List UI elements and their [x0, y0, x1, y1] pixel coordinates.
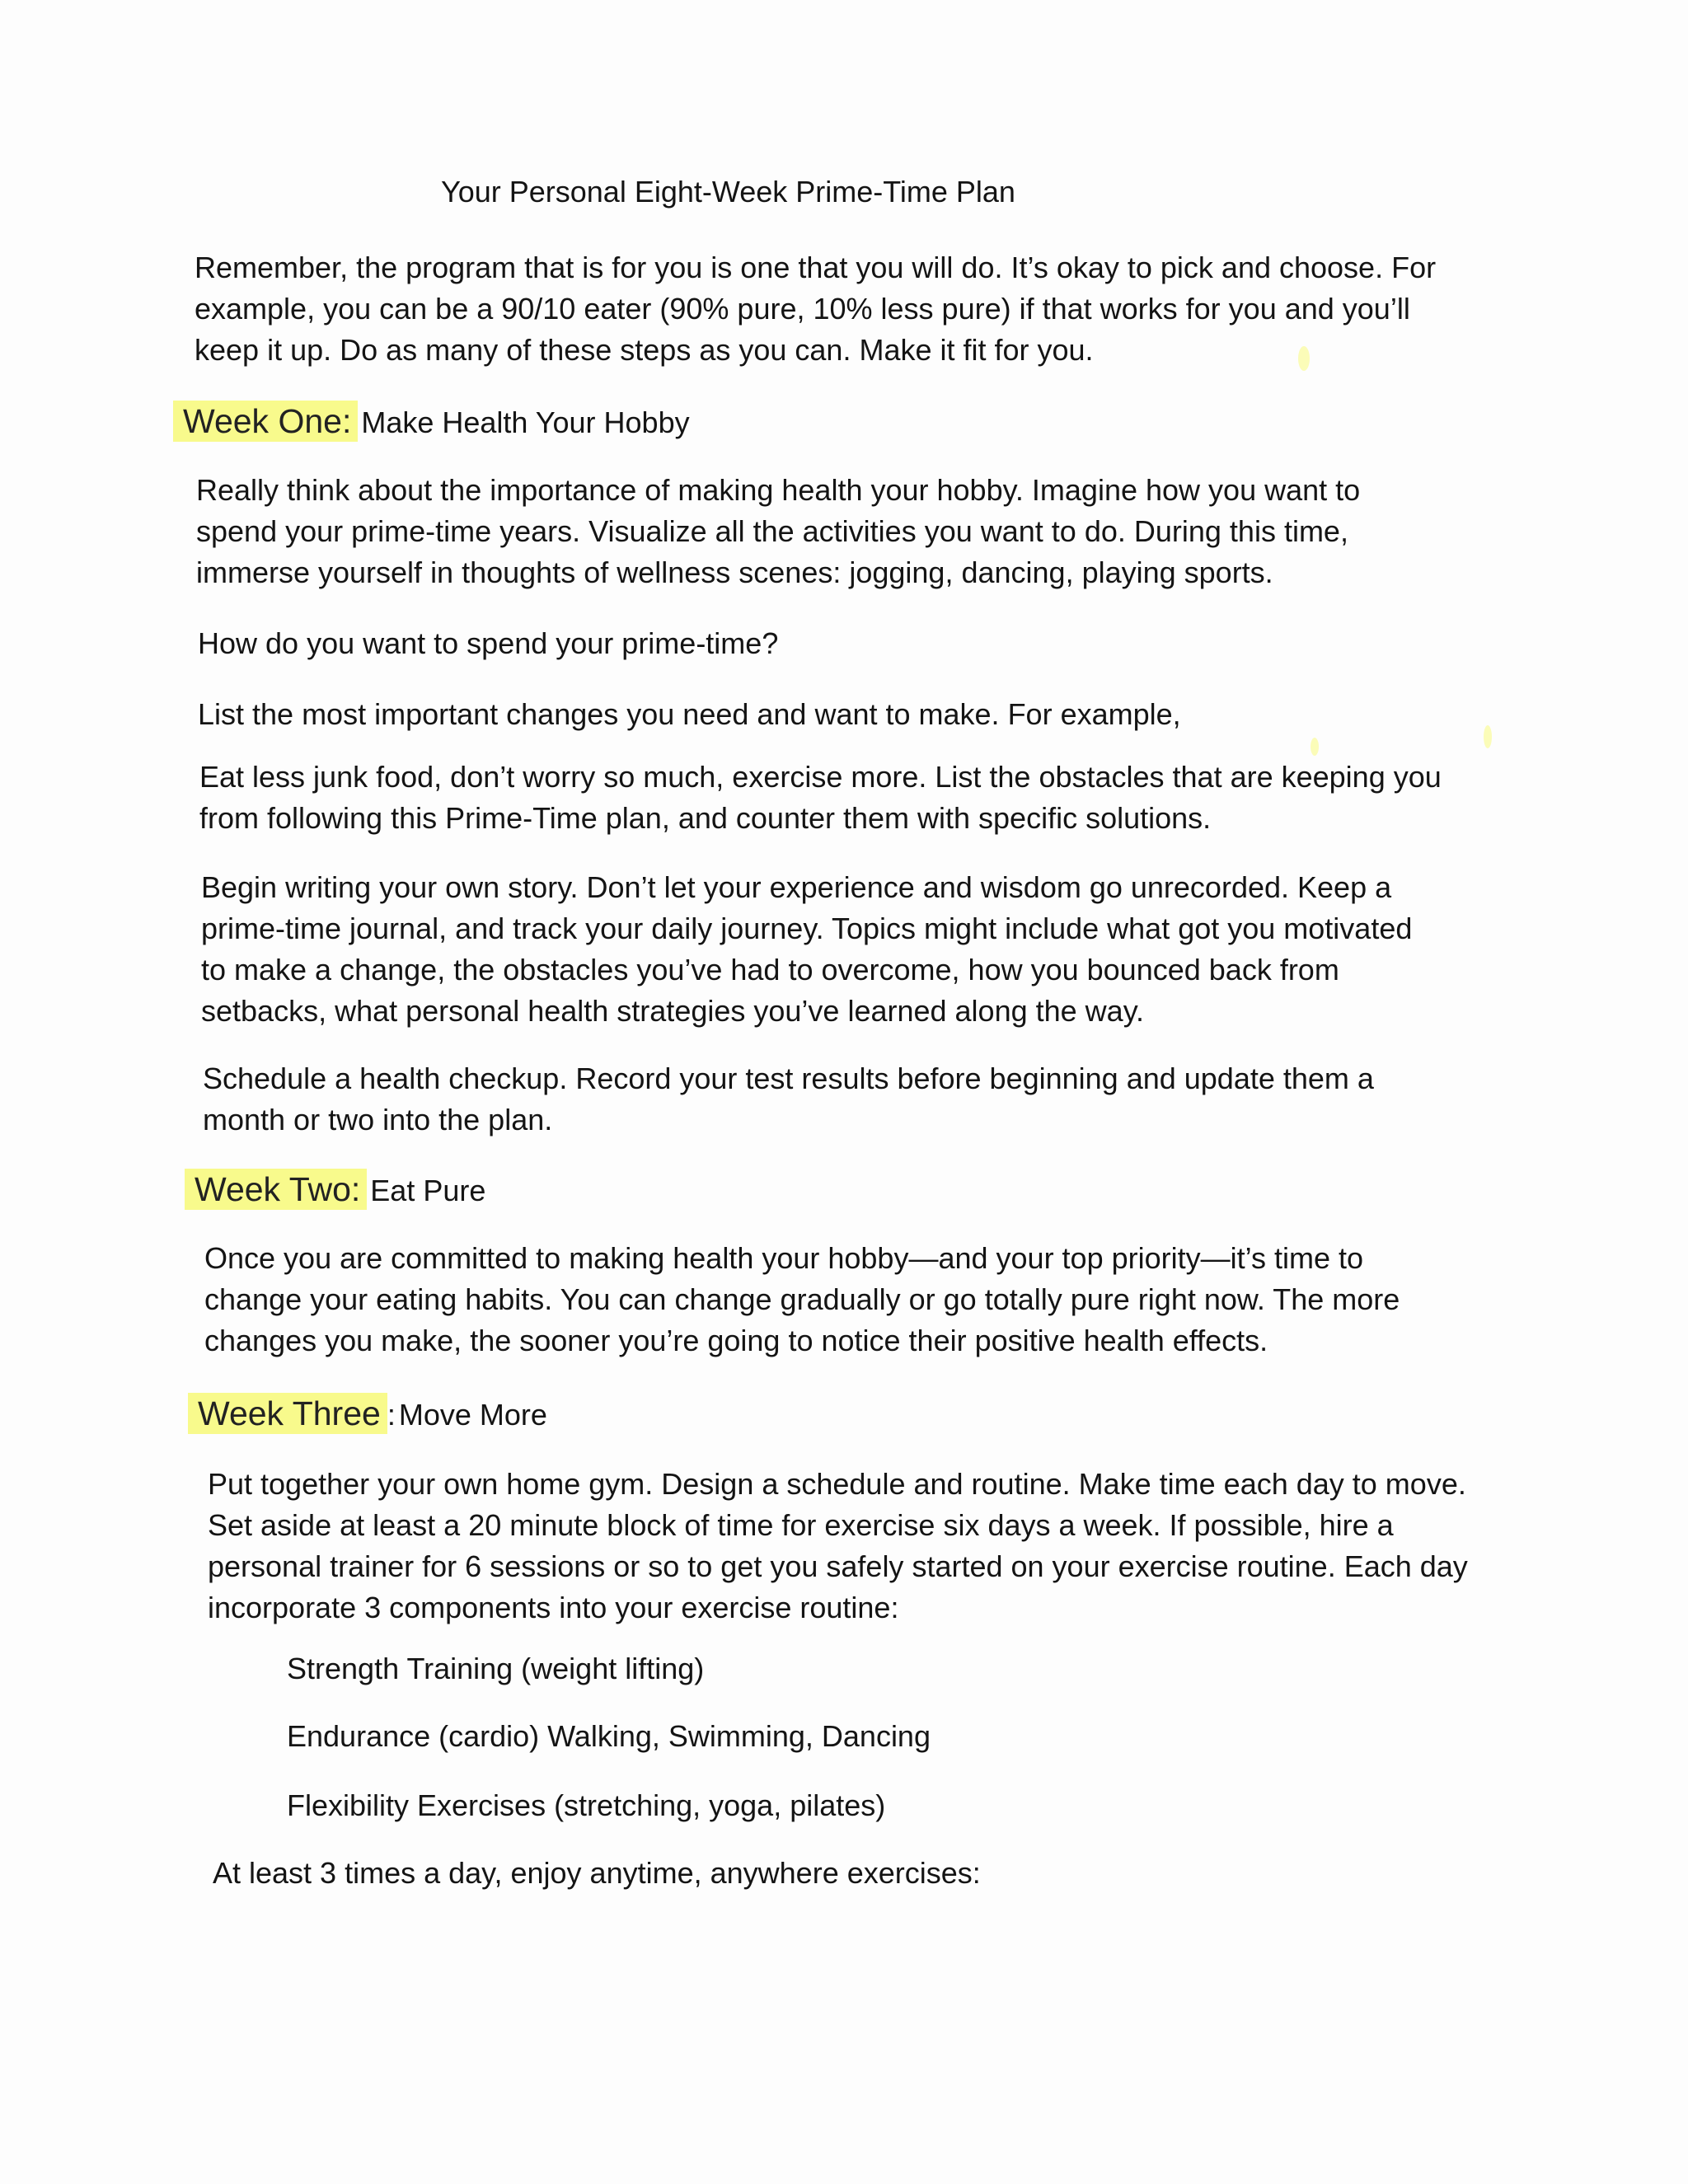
text-line: Once you are committed to making health your hobby—and your top priority—it’s time to [204, 1241, 1364, 1275]
text-line: Set aside at least a 20 minute block of time for exercise six days a week. If possible, hire a [208, 1508, 1394, 1542]
text-line: from following this Prime-Time plan, and counter them with specific solutions. [199, 801, 1212, 835]
intro-paragraph [195, 247, 1546, 371]
week-one-obstacles [199, 757, 1551, 839]
text-line: List the most important changes you need and want to make. For example, [198, 697, 1181, 731]
document-title: Your Personal Eight-Week Prime-Time Plan [441, 175, 1015, 209]
text-line: Schedule a health checkup. Record your test results before beginning and update them a [203, 1062, 1374, 1095]
text-line: to make a change, the obstacles you’ve had to overcome, how you bounced back from [201, 953, 1339, 987]
component-item: Endurance (cardio) Walking, Swimming, Dancing [287, 1719, 931, 1753]
week-one-heading [183, 402, 690, 441]
week-one-label: Week One: [173, 401, 358, 442]
week-three-label: Week Three [188, 1393, 387, 1434]
text-line: Really think about the importance of making health your hobby. Imagine how you want to [196, 473, 1361, 507]
week-three-heading [198, 1394, 547, 1433]
week-one-checkup [203, 1058, 1554, 1141]
text-line: Put together your own home gym. Design a schedule and routine. Make time each day to move. [208, 1467, 1466, 1501]
text-line: prime-time journal, and track your daily journey. Topics might include what got you motivated [201, 912, 1413, 945]
week-two-label: Week Two: [185, 1169, 367, 1210]
week-two-paragraph [204, 1238, 1556, 1361]
text-line: change your eating habits. You can change gradually or go totally pure right now. The more [204, 1282, 1400, 1316]
text-line: month or two into the plan. [203, 1103, 553, 1137]
text-line: incorporate 3 components into your exercise routine: [208, 1591, 899, 1624]
week-one-paragraph [196, 470, 1548, 593]
week-one-story [201, 867, 1553, 1032]
week-two-topic: Eat Pure [370, 1174, 486, 1207]
text-line: At least 3 times a day, enjoy anytime, anywhere exercises: [213, 1856, 981, 1890]
text-line: Eat less junk food, don’t worry so much, exercise more. List the obstacles that are keeping you [199, 760, 1442, 794]
component-item: Strength Training (weight lifting) [287, 1652, 705, 1685]
text-line: personal trainer for 6 sessions or so to get you safely started on your exercise routine. Each day [208, 1549, 1468, 1583]
text-line: Begin writing your own story. Don’t let your experience and wisdom go unrecorded. Keep a [201, 870, 1392, 904]
week-two-heading [195, 1170, 485, 1209]
week-three-paragraph [208, 1464, 1559, 1629]
text-line: How do you want to spend your prime-time? [198, 626, 779, 660]
scan-speck [1311, 738, 1319, 756]
week-three-closing [213, 1853, 1564, 1894]
week-one-topic: Make Health Your Hobby [361, 405, 690, 439]
text-line: setbacks, what personal health strategies you’ve learned along the way. [201, 994, 1145, 1028]
week-three-topic: Move More [398, 1398, 547, 1432]
text-line: Remember, the program that is for you is one that you will do. It’s okay to pick and choose. For [195, 251, 1437, 284]
text-line: keep it up. Do as many of these steps as you can. Make it fit for you. [195, 333, 1094, 367]
week-one-list-intro [198, 694, 1550, 735]
week-three-colon: : [387, 1398, 396, 1432]
text-line: spend your prime-time years. Visualize all the activities you want to do. During this time, [196, 514, 1348, 548]
component-item: Flexibility Exercises (stretching, yoga, pilates) [287, 1788, 886, 1822]
text-line: changes you make, the sooner you’re going to notice their positive health effects. [204, 1324, 1268, 1357]
text-line: immerse yourself in thoughts of wellness scenes: jogging, dancing, playing sports. [196, 555, 1273, 589]
text-line: example, you can be a 90/10 eater (90% pure, 10% less pure) if that works for you and you’ll [195, 292, 1410, 326]
week-one-question [198, 623, 1550, 664]
